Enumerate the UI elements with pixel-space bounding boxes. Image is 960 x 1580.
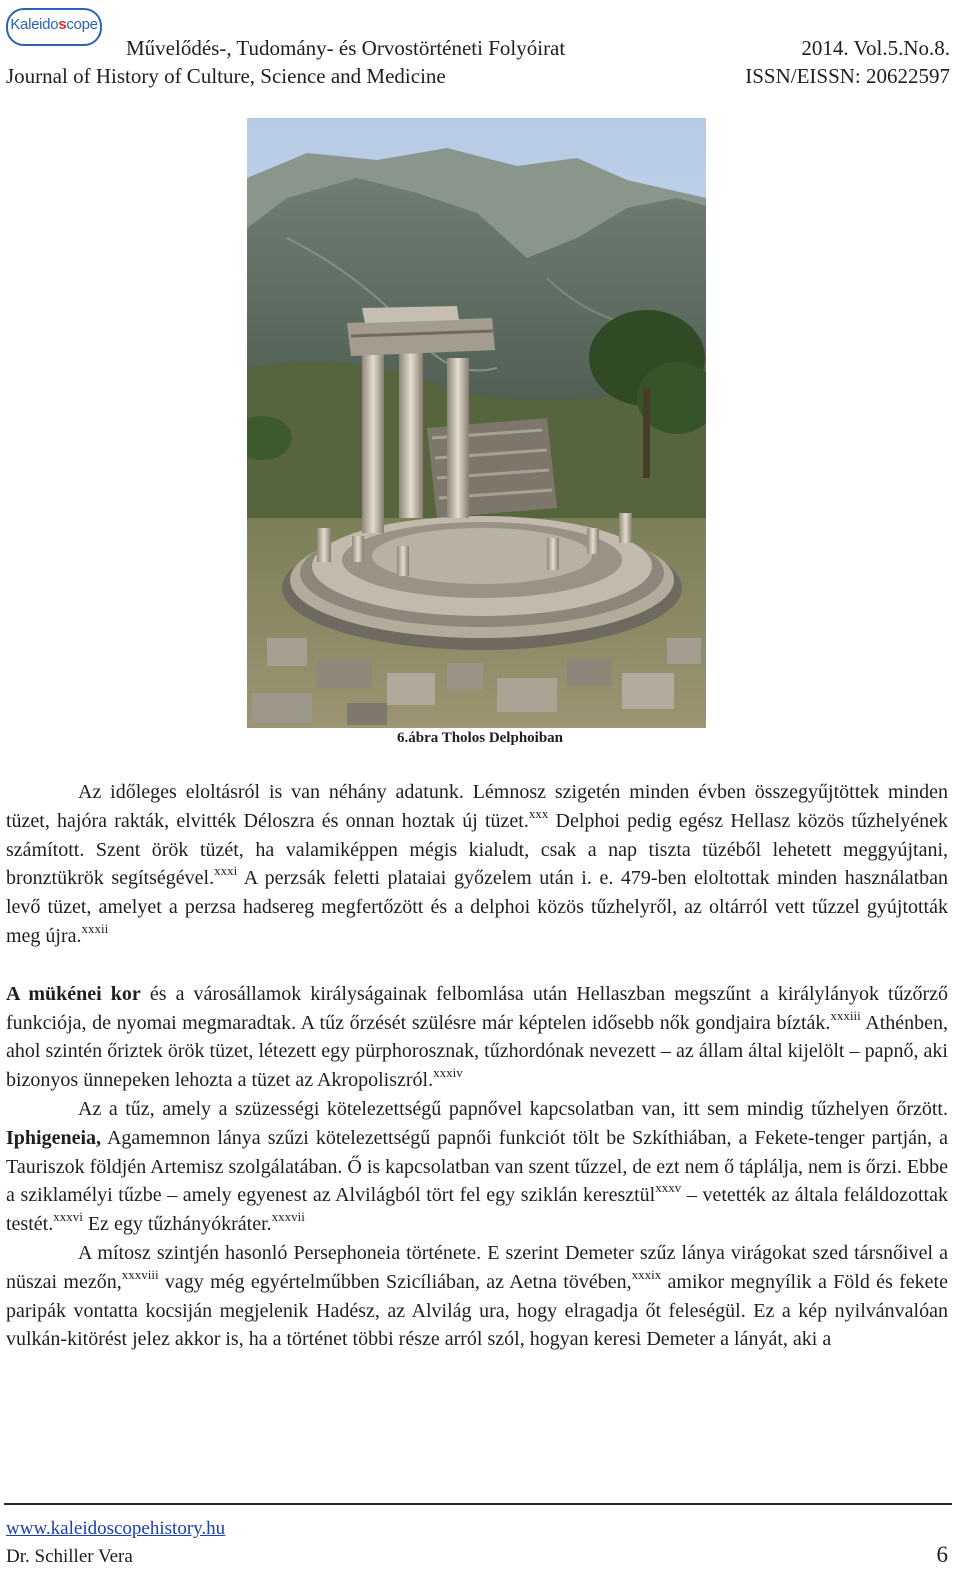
issn: ISSN/EISSN: 20622597 [745,64,950,88]
article-body [6,778,948,1354]
footer-divider [4,1503,952,1505]
journal-title-en: Journal of History of Culture, Science and Medicine [6,64,446,88]
logo-text-accent: s [58,16,67,33]
logo-text-b: cope [66,16,98,33]
issue-info: 2014. Vol.5.No.8. [801,36,950,60]
endnote-ref: xxxii [81,920,109,936]
endnote-ref: xxxiii [830,1007,861,1023]
page-number: 6 [936,1542,948,1567]
endnote-ref: xxxi [214,863,238,879]
journal-title-hu: Művelődés-, Tudomány- és Orvostörténeti Folyóirat [126,36,566,60]
endnote-ref: xxxvi [53,1209,83,1225]
author-name: Dr. Schiller Vera [6,1546,133,1567]
endnote-ref: xxxiv [433,1065,463,1081]
journal-logo [6,8,102,46]
paragraph-2: A mükénei kor és a városállamok királyságainak felbomlása után Hellaszban megszűnt a királylányok tűzőrző funkciója, de nyomai megmaradtak. A tűz őrzését szülésre már képtelen idősebb nők gondjaira bízták.$^{xxxiii}$ Athénben, ahol szintén őriztek örök tüzet, létezett egy pürphorosznak, tűzhordónak nevezett – az állam által kijelölt – papnő, aki bizonyos ünnepeken lehozta a tüzet az Akropoliszról.$^{xxxiv}$ [6,982,948,1092]
paragraph-4: A mítosz szintjén hasonló Persephoneia története. E szerint Demeter szűz lánya virágokat szed társnőivel a nüszai mezőn,$^{xxxviii}$ vagy még egyértelműbben Szicíliában, az Aetna tövében,$^{xxxix}$ amikor megnyílik a Föld és fekete paripák vontatta kocsiján megjelenik Hadész, az Alvilág ura, hogy elragadja őt feleségül. Ez a kép nyilvánvalóan vulkán-kitörést jelez akkor is, ha a történet többi része arról szól, hogyan keresi Demeter a lányát, aki a [6,1241,948,1351]
paragraph-1: Az időleges eloltásról is van néhány adatunk. Lémnosz szigetén minden évben összegyűjtöttek minden tüzet, hajóra rakták, elvitték Déloszra és onnan hoztak új tüzet.$^{xxx}$ Delphoi pedig egész Hellasz közös tűzhelyének számított. Szent örök tüzét, ha valamiképpen mégis kialudt, csak a nap tiszta tüzéből lehetett meggyújtani, bronztükrök segítségével.$^{xxxi}$ A perzsák feletti plataiai győzelem után i. e. 479-ben eloltottak minden használatban levő tüzet, amelyet a perzsa hadsereg megfertőzött és a delphoi közös tűzhelyről, az oltárról vett tűzzel gyújtották meg újra.$^{xxxii}$ [6,781,949,947]
website-link[interactable]: www.kaleidoscopehistory.hu [6,1518,226,1539]
endnote-ref: xxxix [631,1266,662,1282]
paragraph-3: Az a tűz, amely a szüzességi kötelezettségű papnővel kapcsolatban van, itt sem mindig tűzhelyen őrzött. Iphigeneia, Agamemnon lánya szűzi kötelezettségű papnői funkciót tölt be Szkíthiában, a Fekete-tenger partján, a Tauriszok földjén Artemisz szolgálatában. Ő is kapcsolatban van szent tűzzel, de ezt nem ő táplálja, nem is őrzi. Ebbe a sziklamélyi tűzbe – amely egyenest az Alvilágból tört fel egy sziklán keresztül$^{xxxv}$ – vetették az általa feláldozottak testét.$^{xxxvi}$ Ez egy tűzhányókráter.$^{xxxvii}$ [6,1097,948,1236]
endnote-ref: xxxvii [271,1209,305,1225]
endnote-ref: xxxviii [121,1266,159,1282]
logo-text-a: Kaleido [10,16,59,33]
tholos-photo [247,118,706,728]
figure-caption: 6.ábra Tholos Delphoiban [396,730,564,746]
endnote-ref: xxxv [655,1180,682,1196]
endnote-ref: xxx [528,805,549,821]
tholos-illustration [247,118,706,728]
